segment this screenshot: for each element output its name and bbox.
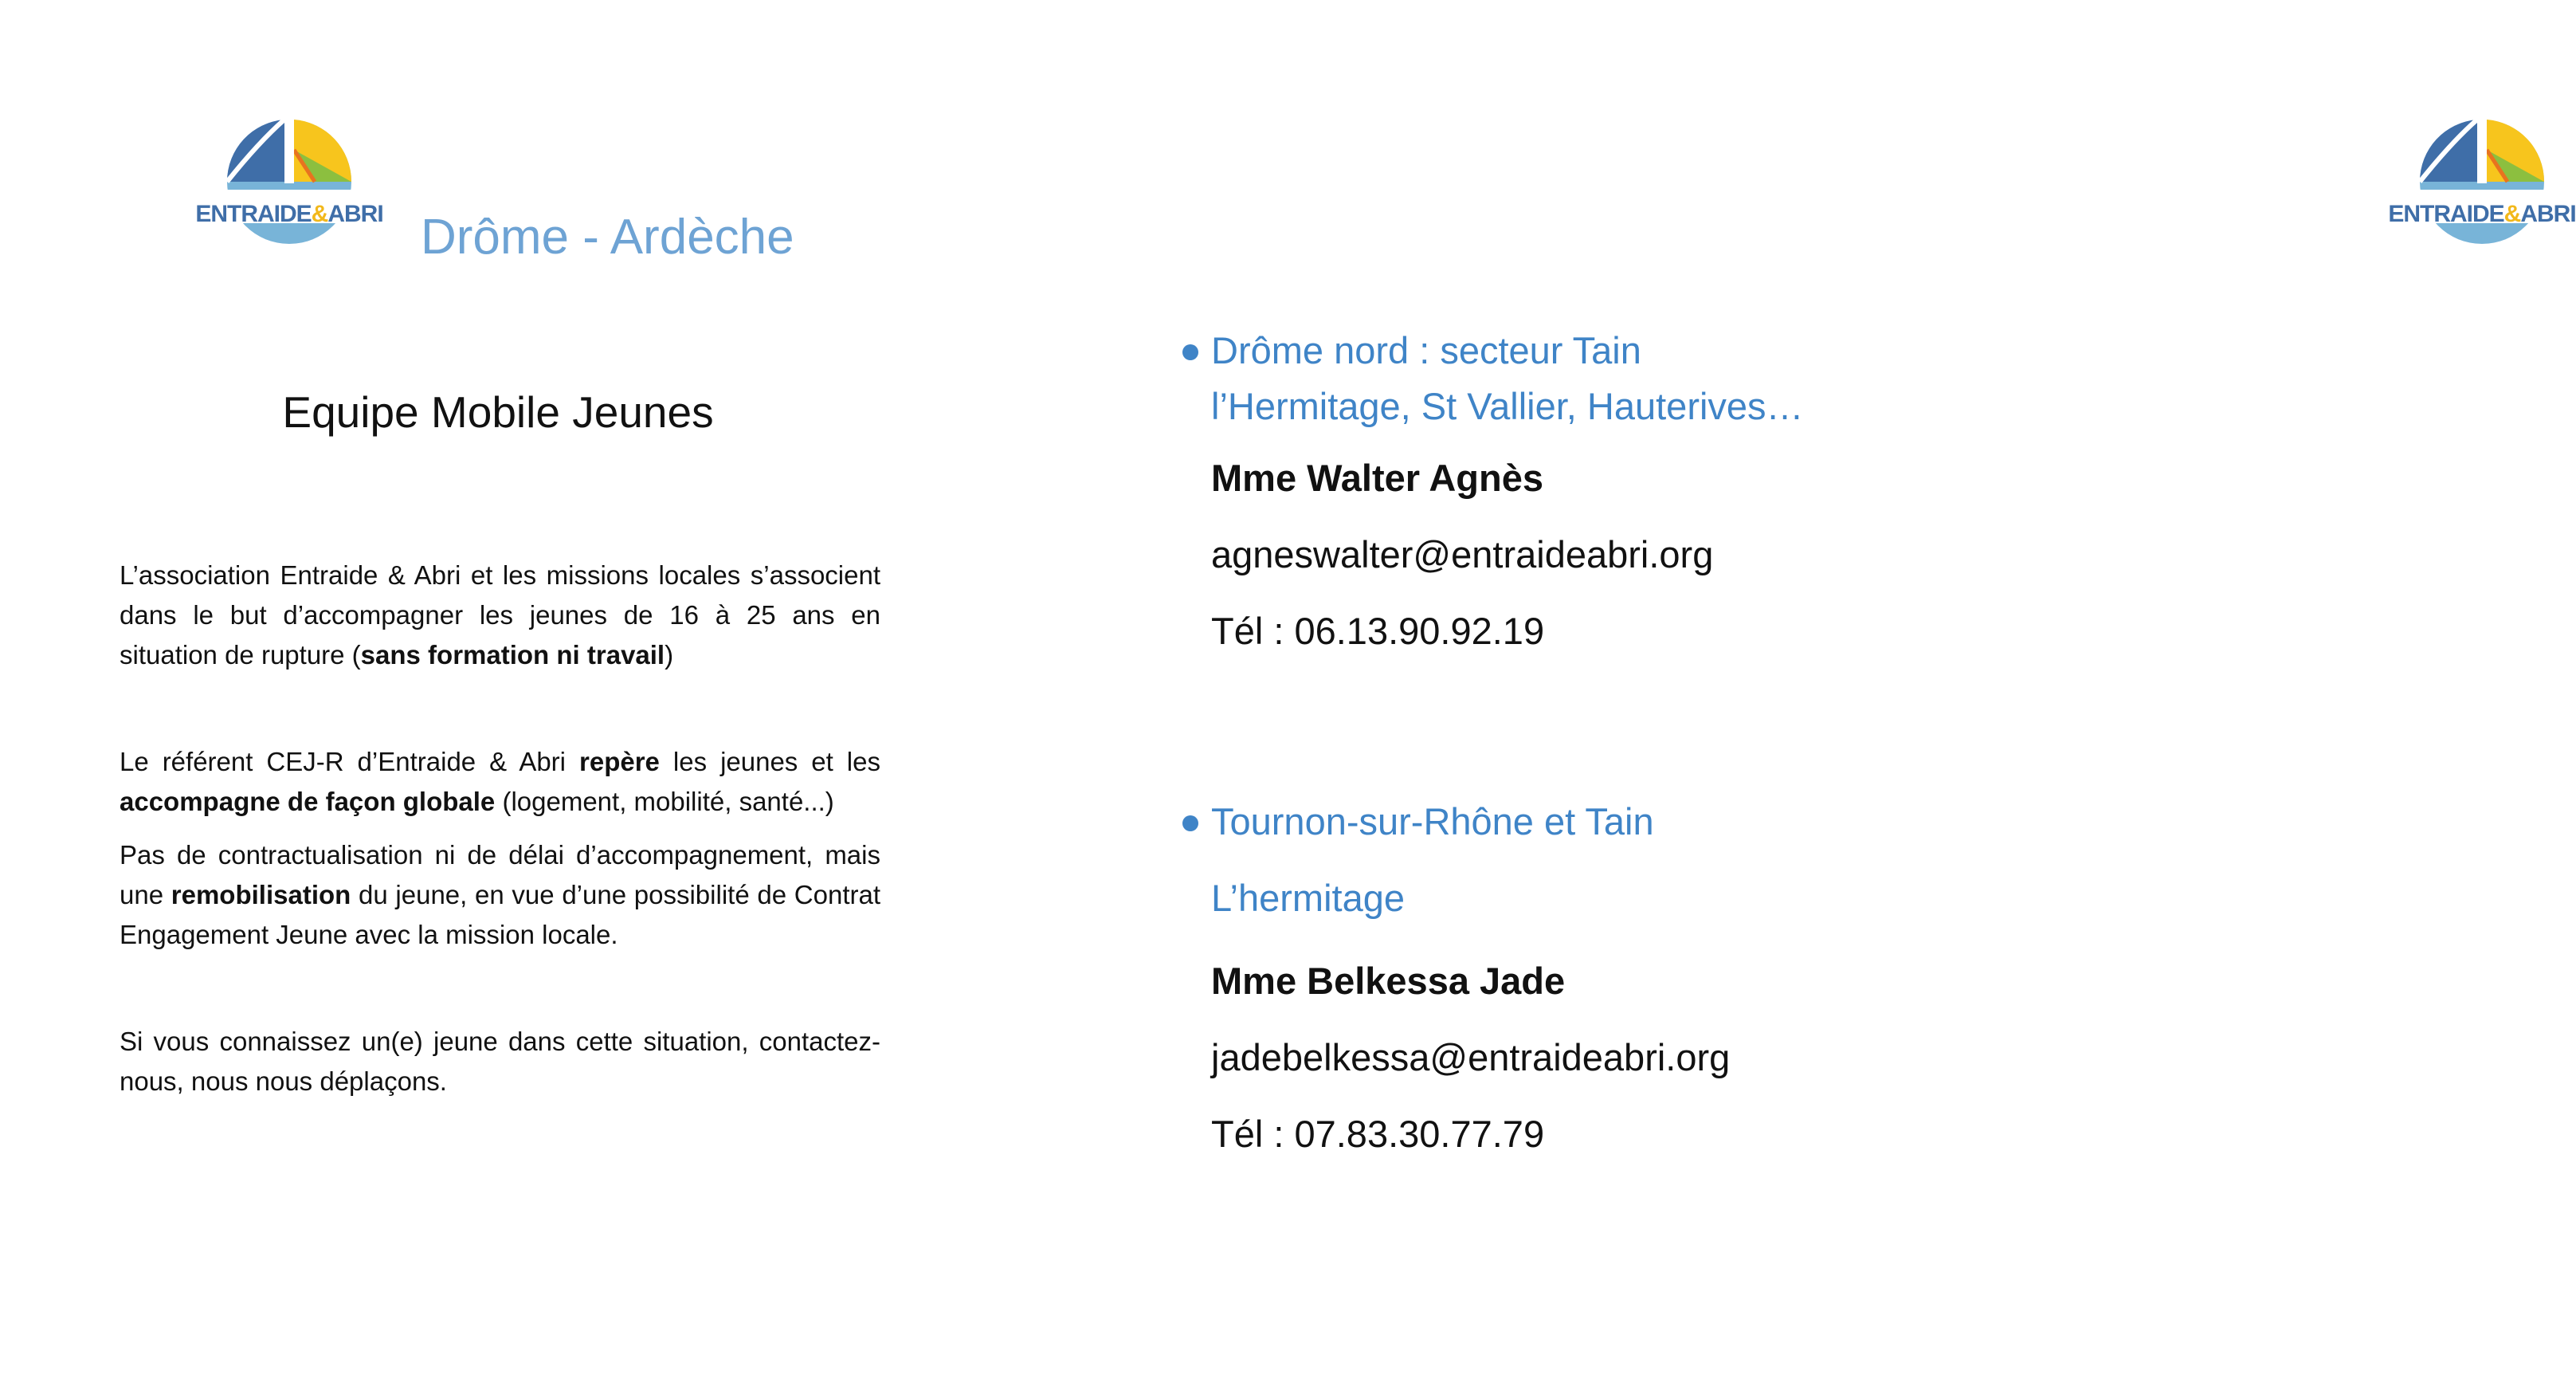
contract-text-1: Pas de contractualisation ni de délai d’accompagnement, mais une: [120, 840, 880, 909]
intro-bold-text: sans formation ni travail: [360, 640, 665, 670]
intro-text: L’association Entraide & Abri et les missions locales s’associent dans le but d’accompagner les jeunes de 16 à 25 ans en situation de rupture (: [120, 560, 880, 670]
contact-name-2: Mme Belkessa Jade: [1211, 960, 1566, 1002]
referent-bold-2: accompagne de façon globale: [120, 787, 496, 816]
logo-text-ampersand: &: [311, 201, 328, 227]
entraide-abri-logo-right: [2388, 118, 2576, 261]
contact-phone-2[interactable]: Tél : 07.83.30.77.79: [1211, 1113, 1545, 1155]
intro-paragraph: [120, 556, 880, 675]
sector-heading-2: [1211, 783, 1928, 937]
contact-name: Mme Walter Agnès: [1211, 457, 1543, 499]
region-title: Drôme - Ardèche: [421, 210, 794, 265]
contact-email[interactable]: agneswalter@entraideabri.org: [1211, 533, 1714, 575]
contract-paragraph: [120, 835, 880, 955]
logo-graphic: [195, 118, 383, 261]
contact-email-2[interactable]: jadebelkessa@entraideabri.org: [1211, 1036, 1731, 1078]
sector-line-1-2: Tournon-sur-Rhône et Tain: [1211, 800, 1654, 842]
sector-line-2-2: L’hermitage: [1211, 877, 1405, 919]
logo-text-right: [2388, 201, 2576, 228]
team-title: Equipe Mobile Jeunes: [282, 387, 714, 437]
right-page: [988, 0, 2576, 1398]
sector-heading: [1211, 323, 1928, 434]
referent-bold-1: repère: [579, 747, 660, 776]
bullet-icon: [1182, 344, 1198, 360]
sector-drome-nord: [1211, 323, 1928, 434]
referent-text-2: les jeunes et les: [659, 747, 880, 776]
left-page: [0, 0, 988, 1398]
bullet-icon-2: [1182, 815, 1198, 831]
logo-text-abri: ABRI: [327, 201, 383, 227]
logo-text-entraide-right: ENTRAIDE: [2388, 201, 2504, 227]
logo-graphic-right: [2388, 118, 2576, 261]
sector-line-1: Drôme nord : secteur Tain: [1211, 329, 1641, 371]
logo-text-abri-right: ABRI: [2520, 201, 2576, 227]
contact-paragraph: Si vous connaissez un(e) jeune dans cette situation, contactez-nous, nous nous déplaçons.: [120, 1027, 880, 1096]
sector-line-2: l’Hermitage, St Vallier, Hauterives…: [1211, 385, 1804, 427]
contract-bold: remobilisation: [171, 880, 351, 909]
contract-text-2: du jeune, en vue d’une possibilité de Contrat Engagement Jeune avec la mission locale.: [120, 880, 880, 949]
intro-text-end: ): [665, 640, 674, 670]
logo-text: [195, 201, 383, 228]
sector-tournon: [1211, 783, 1928, 937]
logo-text-entraide: ENTRAIDE: [195, 201, 312, 227]
logo-text-ampersand-right: &: [2503, 201, 2521, 227]
contact-phone[interactable]: Tél : 06.13.90.92.19: [1211, 610, 1545, 652]
referent-text-1: Le référent CEJ-R d’Entraide & Abri: [120, 747, 579, 776]
referent-paragraph: [120, 742, 880, 822]
referent-text-3: (logement, mobilité, santé...): [495, 787, 834, 816]
entraide-abri-logo: [195, 118, 383, 261]
